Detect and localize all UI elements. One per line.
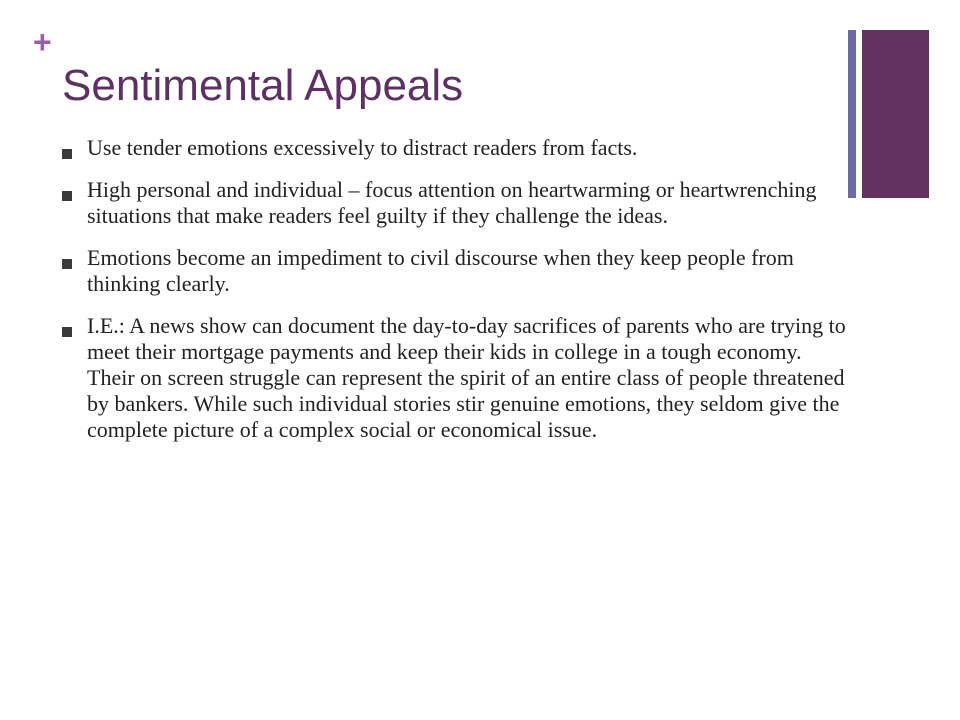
slide-title: Sentimental Appeals [62,61,464,110]
bullet-marker-icon [62,327,72,337]
bullet-marker-icon [62,191,72,201]
bullet-item [62,135,852,161]
bullet-item [62,245,852,297]
bullet-item [62,313,852,443]
bullet-item [62,177,852,229]
bullet-list [62,135,852,459]
plus-icon: + [33,24,52,60]
bullet-text: Use tender emotions excessively to distract readers from facts. [87,135,638,160]
bullet-marker-icon [62,149,72,159]
accent-bar-thick [862,30,929,198]
bullet-marker-icon [62,259,72,269]
bullet-text: High personal and individual – focus attention on heartwarming or heartwrenching situations that make readers feel guilty if they challenge the ideas. [87,177,817,228]
bullet-text: I.E.: A news show can document the day-to-day sacrifices of parents who are trying to meet their mortgage payments and keep their kids in college in a tough economy. Their on screen struggle can represent the spirit of an entire class of people threatened by bankers. While such individual stories stir genuine emotions, they seldom give the complete picture of a complex social or economical issue. [87,313,846,442]
bullet-text: Emotions become an impediment to civil discourse when they keep people from thinking clearly. [87,245,794,296]
